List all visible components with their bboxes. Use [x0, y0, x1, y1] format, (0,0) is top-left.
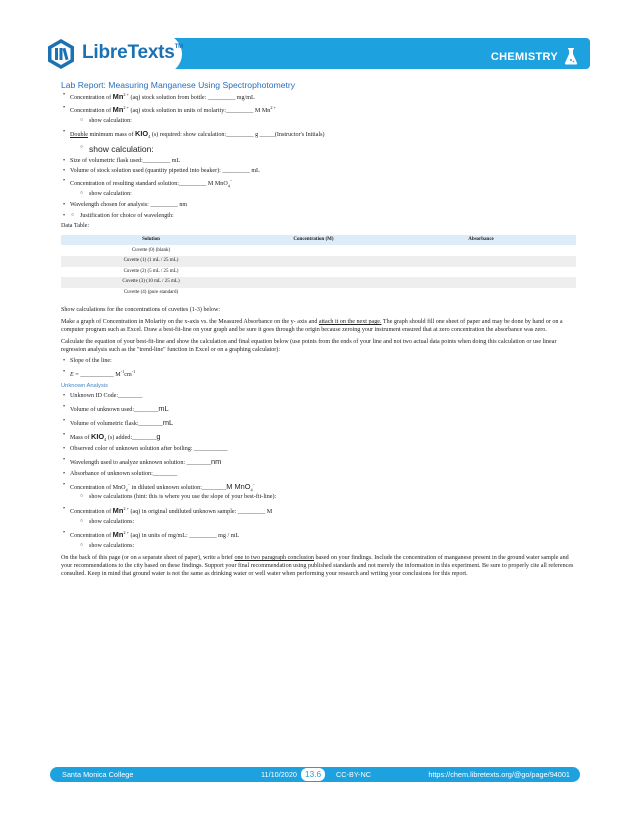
stock-list — [61, 92, 576, 221]
list-item: ○ show calculations (hint: this is where you use the slope of your best-fit-line): — [70, 494, 576, 502]
data-table — [61, 235, 576, 299]
cuvette-calc-instruction: Show calculations for the concentrations of cuvettes (1-3) below: — [61, 307, 221, 313]
list-item: • Concentration of resulting standard solution:_________ M MnO$_4$− ○ show calculation: — [61, 178, 576, 198]
list-item: • Concentration of MnO$_4$− in diluted unknown solution:________M MnO$_4$− ○ show calculations (hint: this is where you use the slope of your best-fit-line): — [61, 482, 576, 502]
unknown-list — [61, 393, 576, 551]
table-cell[interactable] — [386, 246, 576, 257]
table-cell[interactable] — [241, 288, 386, 299]
list-item: • Observed color of unknown solution after boiling: ___________ — [61, 446, 576, 454]
unknown-analysis-heading: Unknown Analysis — [61, 383, 109, 390]
table-cell: Cuvette (1) (1 mL / 25 mL) — [61, 256, 241, 267]
table-cell: Cuvette (3) (10 mL / 25 mL) — [61, 277, 241, 288]
footer-url-link[interactable]: https://chem.libretexts.org/@go/page/94001 — [428, 770, 570, 779]
list-item: • Concentration of $Mn^{2 +}$ (aq) stock solution from bottle: _________ mg/mL — [61, 92, 576, 103]
list-item: ○ • Justification for choice of wavelength: — [61, 213, 576, 221]
table-row — [61, 277, 576, 288]
logo-wordmark: LibreTexts™ — [82, 42, 183, 63]
table-row — [61, 267, 576, 278]
list-item: ○ show calculation: — [70, 118, 576, 126]
list-item: • Size of volumetric flask used:_________ mL — [61, 158, 576, 166]
header-bar — [135, 38, 590, 69]
page-header — [40, 34, 590, 74]
list-item: • Volume of volumetric flask:________mL — [61, 418, 576, 429]
list-item: • E = ___________ $M^{-1}cm^{-1}$ — [61, 369, 576, 380]
slope-list — [61, 358, 576, 379]
footer-college: Santa Monica College — [62, 770, 134, 779]
table-row — [61, 246, 576, 257]
list-item: ○ show calculation: — [70, 144, 576, 155]
table-row — [61, 256, 576, 267]
document-body — [61, 80, 576, 582]
list-item: • Volume of stock solution used (quantity pipetted into beaker): _________ mL — [61, 168, 576, 176]
list-item: • Wavelength chosen for analysis: _________ nm — [61, 202, 576, 210]
table-cell[interactable] — [386, 256, 576, 267]
list-item — [61, 213, 576, 221]
footer-license[interactable]: CC-BY-NC — [336, 770, 372, 779]
table-row — [61, 288, 576, 299]
table-header: Solution — [61, 235, 241, 246]
page-title: Lab Report: Measuring Manganese Using Spectrophotometry — [61, 80, 296, 90]
subject-label: CHEMISTRY — [490, 51, 558, 63]
table-cell[interactable] — [386, 288, 576, 299]
table-header: Concentration (M) — [241, 235, 386, 246]
list-item: • Absorbance of unknown solution:________ — [61, 471, 576, 479]
flask-icon — [564, 48, 578, 65]
list-item: • Double minimum mass of $KIO_4$ (s) required: show calculation:_________ g _____(Instructor's Initials) ○ show calculation: — [61, 129, 576, 154]
table-cell: Cuvette (2) (5 mL / 25 mL) — [61, 267, 241, 278]
list-item: ○ show calculations: — [70, 543, 576, 551]
graph-instruction: Make a graph of Concentration in Molarity on the x-axis vs. the Measured Absorbance on the y- axis and attach it on the next page. The graph should fill one sheet of paper and may be done by hand or on a computer program such as Excel. Draw a best-fit-line on your graph and be sure it goes through the origin because zeroing your instrument ensured that at zero concentration the absorbance was zero. — [61, 319, 563, 334]
table-cell[interactable] — [241, 246, 386, 257]
list-item: • Concentration of $Mn^{2 +}$ (aq) stock solution in units of molarity:_________ M $Mn^{2 +}$ ○ show calculation: — [61, 105, 576, 125]
libretexts-logo-icon — [45, 38, 77, 70]
table-cell: Cuvette (0) (blank) — [61, 246, 241, 257]
list-item: • Unknown ID Code:________ — [61, 393, 576, 401]
table-cell[interactable] — [386, 277, 576, 288]
list-item: • Wavelength used to analyze unknown solution: ________nm — [61, 457, 576, 468]
page-number-badge: 13.6 — [301, 768, 325, 781]
list-item: • Slope of the line: — [61, 358, 576, 366]
table-cell[interactable] — [241, 277, 386, 288]
table-label: Data Table: — [61, 222, 90, 229]
footer-date: 11/10/2020 — [261, 770, 297, 779]
conclusion-instruction: On the back of this page (or on a separate sheet of paper), write a brief one to two paragraph conclusion based on your findings. Include the concentration of manganese present in the ground water sample and your recommendations to the city based on these findings. Support your final recommendation using published standards and not merely the information in this experiment. Be sure to properly cite all references consulted. Keep in mind that ground water is not the same as drinking water or well water when performing your research and writing your conclusions for this report. — [61, 554, 574, 578]
list-item: • Concentration of $Mn^{2 +}$ (aq) in units of mg/mL: _________ mg / mL ○ show calculations: — [61, 530, 576, 550]
list-item: • Concentration of $Mn^{2 +}$ (aq) in original undiluted unknown sample: _________ M ○ show calculations: — [61, 506, 576, 526]
table-cell[interactable] — [386, 267, 576, 278]
table-cell: Cuvette (4) (pure standard) — [61, 288, 241, 299]
equation-instruction: Calculate the equation of your best-fit-line and show the calculation and final equation below (use points from the ends of your line and not two actual data points when doing this calculation or use linear regression analysis such as the "trend-line" function in Excel or on a graphing calculator): — [61, 339, 557, 354]
table-cell[interactable] — [241, 256, 386, 267]
list-item: ○ show calculations: — [70, 519, 576, 527]
table-cell[interactable] — [241, 267, 386, 278]
libretexts-logo[interactable] — [40, 34, 182, 74]
list-item: ○ show calculation: — [70, 191, 576, 199]
next-page-link[interactable]: attach it on the next page. — [318, 319, 382, 326]
page-footer — [50, 767, 580, 782]
list-item: • Mass of $KIO_4$ (s) added:________g — [61, 432, 576, 443]
list-item: • Volume of unknown used:________mL — [61, 404, 576, 415]
table-header: Absorbance — [386, 235, 576, 246]
